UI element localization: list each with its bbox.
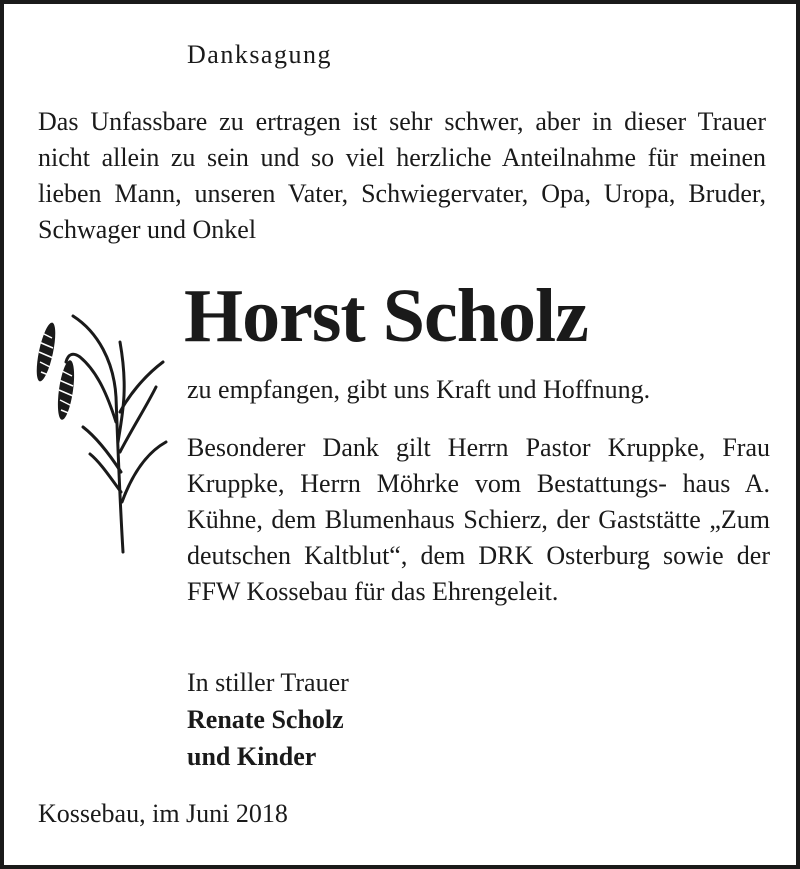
receive-line: zu empfangen, gibt uns Kraft und Hoffnung.: [187, 375, 651, 404]
place-date: Kossebau, im Juni 2018: [38, 799, 288, 828]
closing-family: und Kinder: [187, 742, 317, 771]
wheat-icon: [28, 302, 178, 562]
closing-block: [187, 664, 349, 775]
thanks-paragraph: Besonderer Dank gilt Herrn Pastor Kruppke, Frau Kruppke, Herrn Möhrke vom Bestattungs- haus A. Kühne, dem Blumenhaus Schierz, der Gaststätte „Zum deutschen Kaltblut“, dem DRK Osterburg sowie der FFW Kossebau für das Ehrengeleit.: [187, 433, 770, 606]
deceased-name: Horst Scholz: [184, 274, 588, 358]
closing-signer: Renate Scholz: [187, 705, 344, 734]
intro-paragraph: Das Unfassbare zu ertragen ist sehr schwer, aber in dieser Trauer nicht allein zu sein und so viel herzliche Anteilnahme für meinen lieben Mann, unseren Vater, Schwiegervater, Opa, Uropa, Bruder, Schwager und Onkel: [38, 107, 766, 244]
closing-line-1: In stiller Trauer: [187, 668, 349, 697]
notice-heading: Danksagung: [187, 40, 332, 69]
